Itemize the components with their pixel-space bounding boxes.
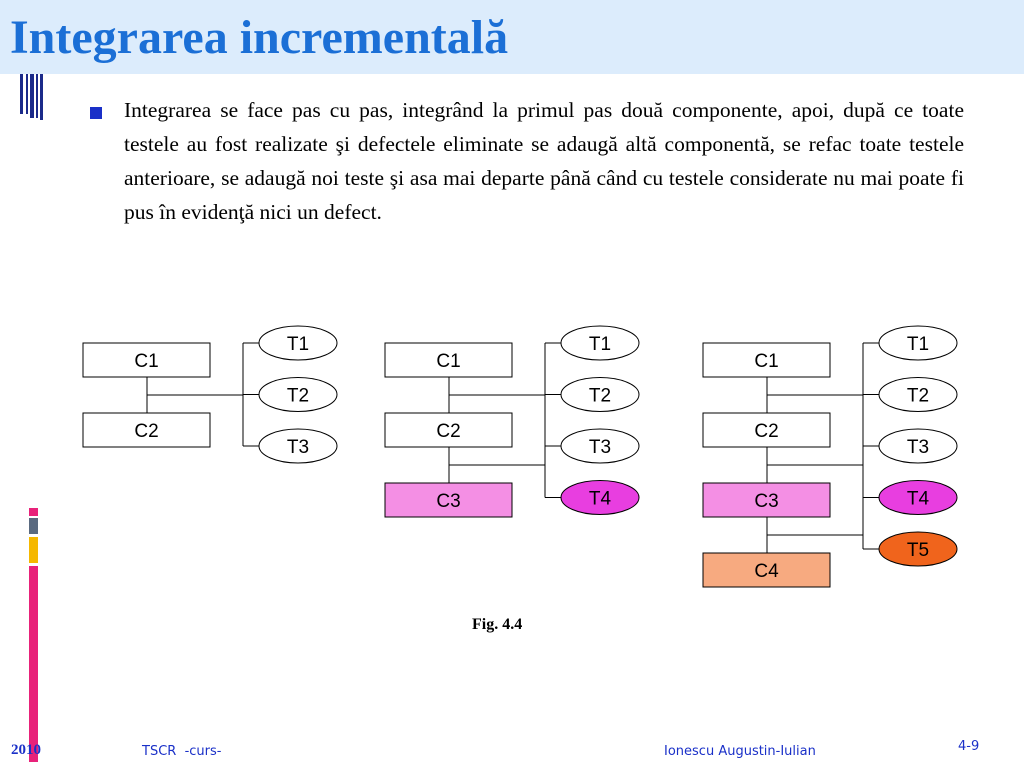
test-label: T2 [906, 385, 930, 407]
test-label: T2 [286, 385, 310, 407]
component-label: C2 [436, 421, 461, 442]
component-label: C1 [134, 351, 159, 372]
test-label: T2 [588, 385, 612, 407]
figure-caption: Fig. 4.4 [472, 616, 523, 633]
footer-course: TSCR -curs- [142, 744, 222, 759]
test-label: T1 [286, 334, 310, 355]
test-label: T3 [906, 437, 930, 458]
test-label: T3 [286, 437, 310, 458]
left-accent-bar-pink-top [29, 508, 38, 516]
component-label: C2 [134, 421, 159, 442]
test-label: T1 [906, 334, 930, 355]
component-label: C1 [754, 351, 779, 372]
test-label: T4 [588, 488, 612, 510]
slide-title: Integrarea incrementală [10, 11, 509, 64]
test-label: T4 [906, 488, 930, 510]
component-label: C3 [436, 491, 461, 512]
component-label: C1 [436, 351, 461, 372]
footer-page-number: 4-9 [958, 739, 980, 754]
test-label: T3 [588, 437, 612, 458]
test-label: T5 [906, 540, 930, 561]
left-accent-bar-gray [29, 518, 38, 534]
component-label: C3 [754, 491, 779, 512]
bullet-text: Integrarea se face pas cu pas, integrând la primul pas două componente, apoi, după ce toate testele au fost realizate şi defectele eliminate se adaugă altă componentă, se refac toate testele anterioare, se adaugă noi teste şi asa mai departe până când cu testele considerate nu mai poate fi pus în evidenţă nici un defect. [124, 98, 964, 224]
left-accent-bar-pink [29, 566, 38, 762]
footer-year: 2010 [11, 742, 41, 758]
test-label: T1 [588, 334, 612, 355]
left-accent-bar-yellow [29, 537, 38, 563]
component-label: C4 [754, 561, 779, 582]
component-label: C2 [754, 421, 779, 442]
footer-author: Ionescu Augustin-Iulian [664, 744, 816, 759]
